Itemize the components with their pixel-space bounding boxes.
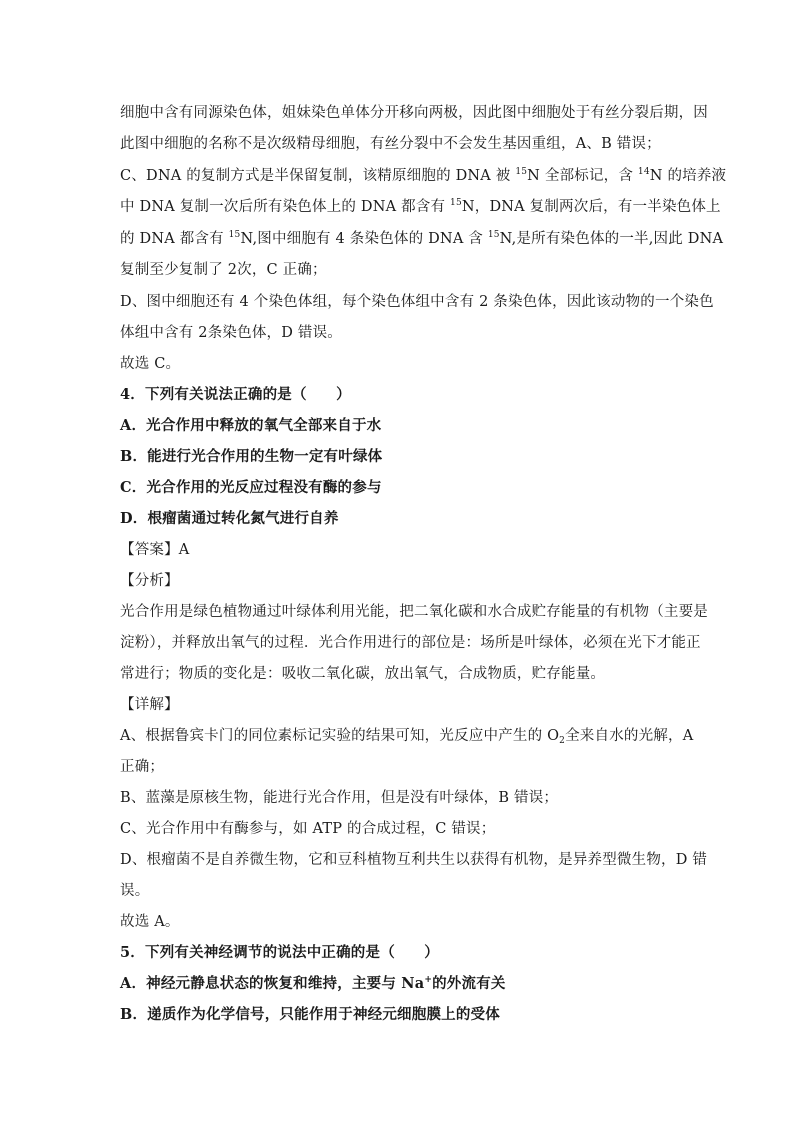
question-4-option-b: B．能进行光合作用的生物一定有叶绿体 — [120, 448, 383, 465]
text-line-18: 淀粉），并释放出氧气的过程．光合作用进行的部位是：场所是叶绿体，必须在光下才能正 — [120, 635, 701, 651]
text-line-9: 故选 C。 — [120, 356, 181, 372]
question-4-option-c: C．光合作用的光反应过程没有酶的参与 — [120, 479, 382, 496]
text-line-19: 常进行；物质的变化是：吸收二氧化碳，放出氧气，合成物质，贮存能量。 — [120, 666, 606, 682]
text-line-25: D、根瘤菌不是自养微生物，它和豆科植物互利共生以获得有机物，是异养型微生物，D 错 — [120, 852, 708, 868]
text-line-21: A、根据鲁宾卡门的同位素标记实验的结果可知，光反应中产生的 $O_2$全来自水的光解，A — [120, 728, 694, 746]
question-5-stem: 5．下列有关神经调节的说法中正确的是（ ） — [120, 944, 439, 961]
answer-label: 【答案】A — [120, 542, 190, 558]
text-line-27: 故选 A。 — [120, 914, 180, 930]
question-5-option-b: B．递质作为化学信号，只能作用于神经元细胞膜上的受体 — [120, 1006, 500, 1023]
text-line-23: B、蓝藻是原核生物，能进行光合作用，但是没有叶绿体，B 错误； — [120, 790, 559, 806]
text-line-17: 光合作用是绿色植物通过叶绿体利用光能，把二氧化碳和水合成贮存能量的有机物（主要是 — [120, 604, 708, 620]
analysis-heading: 【分析】 — [120, 573, 179, 589]
text-line-8: 体组中含有 2条染色体，D 错误。 — [120, 325, 342, 341]
text-line-7: D、图中细胞还有 4 个染色体组，每个染色体组中含有 2 条染色体，因此该动物的一个染色 — [120, 294, 714, 310]
question-4-stem: 4．下列有关说法正确的是（ ） — [120, 386, 351, 403]
text-line-22: 正确； — [120, 759, 165, 775]
text-line-6: 复制至少复制了 2次，C 正确； — [120, 262, 327, 278]
question-4-option-d: D．根瘤菌通过转化氮气进行自养 — [120, 510, 339, 527]
detail-heading: 【详解】 — [120, 697, 179, 713]
question-4-option-a: A．光合作用中释放的氧气全部来自于水 — [120, 417, 382, 434]
text-line-5: 的 DNA 都含有 $^{15}$N,图中细胞有 4 条染色体的 DNA 含 $^{15}$N,是所有染色体的一半,因此 DNA — [120, 230, 724, 247]
text-line-26: 误。 — [120, 883, 150, 899]
text-line-1: 细胞中含有同源染色体，姐妹染色单体分开移向两极，因此图中细胞处于有丝分裂后期，因 — [120, 105, 708, 121]
text-line-24: C、光合作用中有酶参与，如 ATP 的合成过程，C 错误； — [120, 821, 496, 837]
question-5-option-a: A．神经元静息状态的恢复和维持，主要与 Na+的外流有关 — [120, 975, 506, 992]
text-line-3: C、DNA 的复制方式是半保留复制，该精原细胞的 DNA 被 $^{15}$N 全部标记，含 $^{14}$N 的培养液 — [120, 167, 727, 184]
text-line-4: 中 DNA 复制一次后所有染色体上的 DNA 都含有 $^{15}$N，DNA 复制两次后，有一半染色体上 — [120, 198, 721, 215]
text-line-2: 此图中细胞的名称不是次级精母细胞，有丝分裂中不会发生基因重组，A、B 错误； — [120, 136, 661, 152]
